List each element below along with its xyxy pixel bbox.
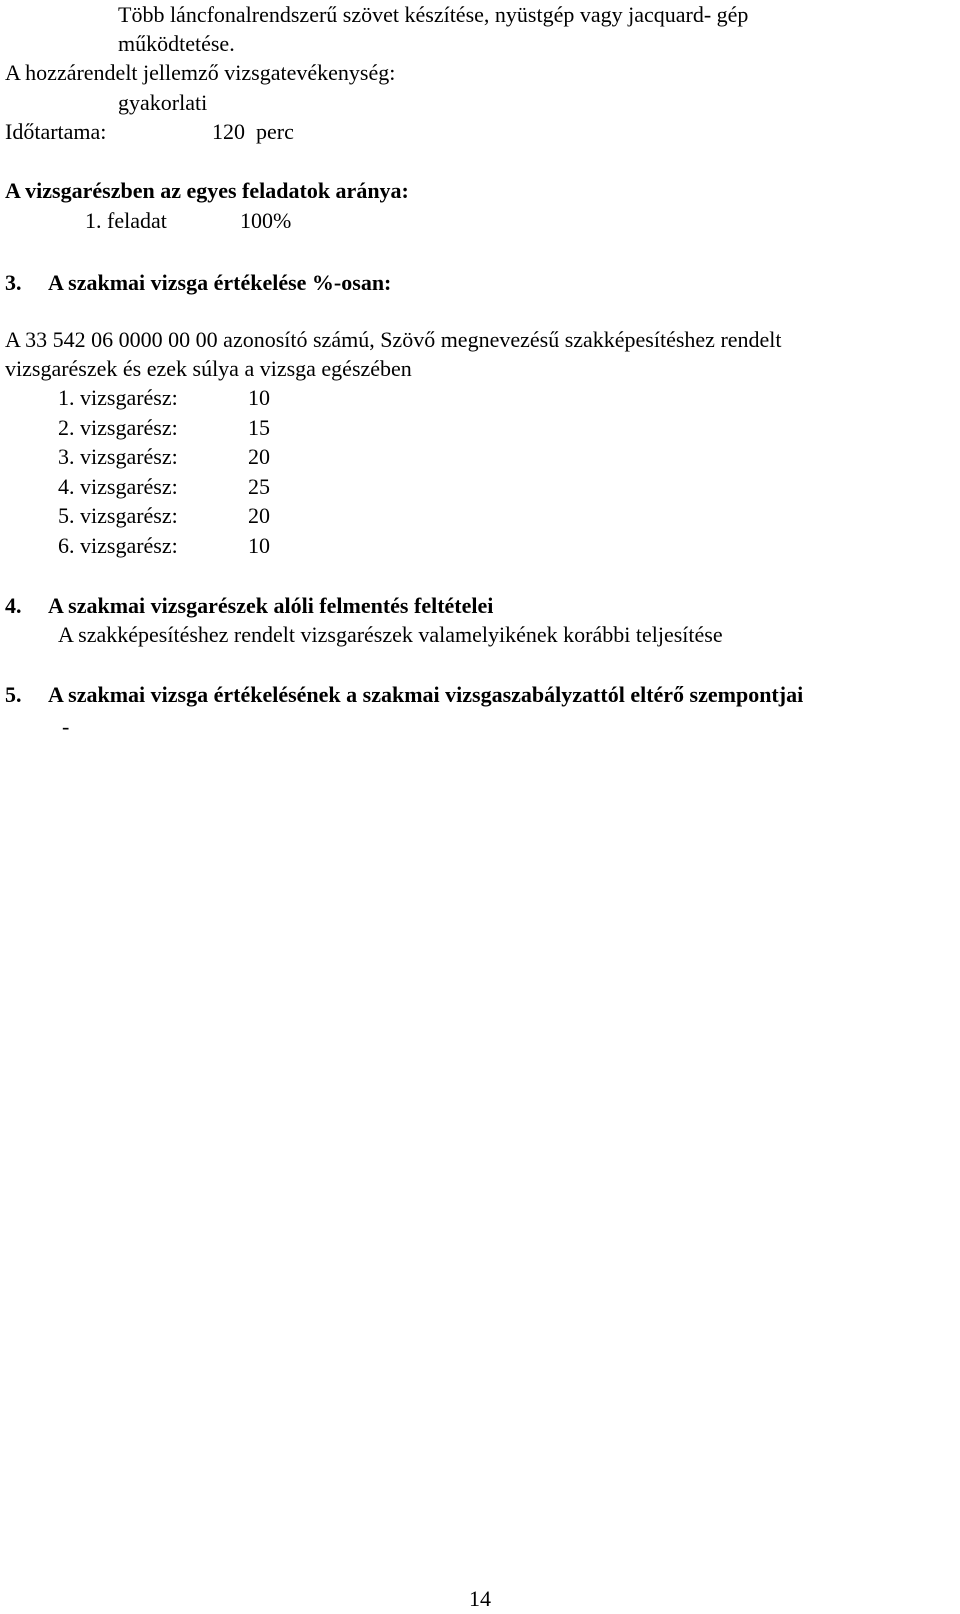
duration-value: 120 perc — [212, 119, 294, 144]
task-item-label: 1. feladat — [85, 208, 167, 233]
duration-label: Időtartama: — [5, 119, 107, 144]
exam-part-label: 4. vizsgarész: — [58, 474, 178, 499]
activity-label: A hozzárendelt jellemző vizsgatevékenység: — [5, 60, 396, 85]
intro-line-2: működtetése. — [118, 31, 235, 56]
exam-part-label: 3. vizsgarész: — [58, 444, 178, 469]
exam-part-label: 2. vizsgarész: — [58, 415, 178, 440]
task-item-value: 100% — [240, 208, 292, 233]
exam-part-value: 10 — [248, 533, 270, 558]
exam-part-value: 20 — [248, 503, 270, 528]
section-5-title: A szakmai vizsga értékelésének a szakmai vizsgaszabályzattól eltérő szempontjai — [48, 682, 804, 707]
section-3-number: 3. — [5, 270, 22, 295]
exam-part-label: 5. vizsgarész: — [58, 503, 178, 528]
section-3-paragraph-line-2: vizsgarészek és ezek súlya a vizsga egészében — [5, 356, 412, 381]
exam-part-value: 25 — [248, 474, 270, 499]
exam-part-value: 15 — [248, 415, 270, 440]
section-3-title: A szakmai vizsga értékelése %-osan: — [48, 270, 392, 295]
exam-part-label: 6. vizsgarész: — [58, 533, 178, 558]
section-4-number: 4. — [5, 593, 22, 618]
section-4-title: A szakmai vizsgarészek alóli felmentés feltételei — [48, 593, 494, 618]
exam-part-value: 10 — [248, 385, 270, 410]
tasks-heading: A vizsgarészben az egyes feladatok aránya: — [5, 178, 409, 203]
section-3-paragraph-line-1: A 33 542 06 0000 00 00 azonosító számú, Szövő megnevezésű szakképesítéshez rendelt — [5, 327, 782, 352]
activity-value: gyakorlati — [118, 90, 208, 115]
intro-line-1: Több láncfonalrendszerű szövet készítése, nyüstgép vagy jacquard- gép — [118, 2, 749, 27]
exam-part-value: 20 — [248, 444, 270, 469]
section-5-number: 5. — [5, 682, 22, 707]
exam-part-label: 1. vizsgarész: — [58, 385, 178, 410]
section-5-text: - — [62, 714, 70, 739]
section-4-text: A szakképesítéshez rendelt vizsgarészek valamelyikének korábbi teljesítése — [58, 622, 723, 647]
page-number: 14 — [469, 1586, 491, 1611]
